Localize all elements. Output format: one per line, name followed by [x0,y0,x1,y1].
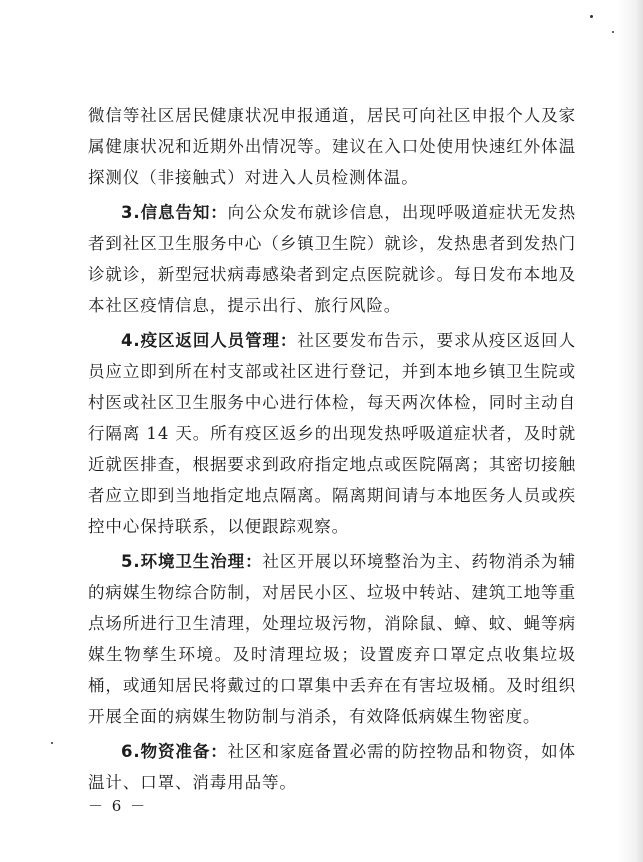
paragraph-info-notice [88,197,576,321]
paragraph-heading: 6.物资准备： [121,742,228,761]
paragraph-supplies-preparation [88,736,576,798]
document-body [88,100,576,802]
paragraph-environmental-hygiene [88,546,576,732]
paragraph-heading: 5.环境卫生治理： [121,552,263,571]
paragraph-text: 向公众发布就诊信息，出现呼吸道症状无发热者到社区卫生服务中心（乡镇卫生院）就诊，发热患者到发热门诊就诊，新型冠状病毒感染者到定点医院就诊。每日发布本地及本社区疫情信息，提示出行、旅行风险。 [88,203,576,315]
paragraph-text: 社区和家庭备置必需的防控物品和物资，如体温计、口罩、消毒用品等。 [88,742,576,792]
scan-speck [612,31,614,33]
paragraph-heading: 3.信息告知： [121,203,228,222]
paragraph-continuation [88,100,576,193]
paragraph-text: 微信等社区居民健康状况申报通道，居民可向社区申报个人及家属健康状况和近期外出情况等。建议在入口处使用快速红外体温探测仪（非接触式）对进入人员检测体温。 [88,106,576,187]
scan-page-edge-shadow [617,0,643,862]
scan-speck [590,15,593,18]
paragraph-returnee-management [88,325,576,542]
scan-speck [51,742,53,744]
page-number: － 6 － [88,797,148,815]
paragraph-heading: 4.疫区返回人员管理： [121,331,298,350]
paragraph-text: 社区开展以环境整治为主、药物消杀为辅的病媒生物综合防制，对居民小区、垃圾中转站、建筑工地等重点场所进行卫生清理，处理垃圾污物，消除鼠、蟑、蚊、蝇等病媒生物孳生环境。及时清理垃圾；设置废弃口罩定点收集垃圾桶，或通知居民将戴过的口罩集中丢弃在有害垃圾桶。及时组织开展全面的病媒生物防制与消杀，有效降低病媒生物密度。 [88,552,576,726]
paragraph-text: 社区要发布告示，要求从疫区返回人员应立即到所在村支部或社区进行登记，并到本地乡镇卫生院或村医或社区卫生服务中心进行体检，每天两次体检，同时主动自行隔离 14 天。所有疫区返乡的出现发热呼吸道症状者，及时就近就医排查，根据要求到政府指定地点或医院隔离；其密切接触者应立即到当地指定地点隔离。隔离期间请与本地医务人员或疾控中心保持联系，以便跟踪观察。 [88,331,576,536]
